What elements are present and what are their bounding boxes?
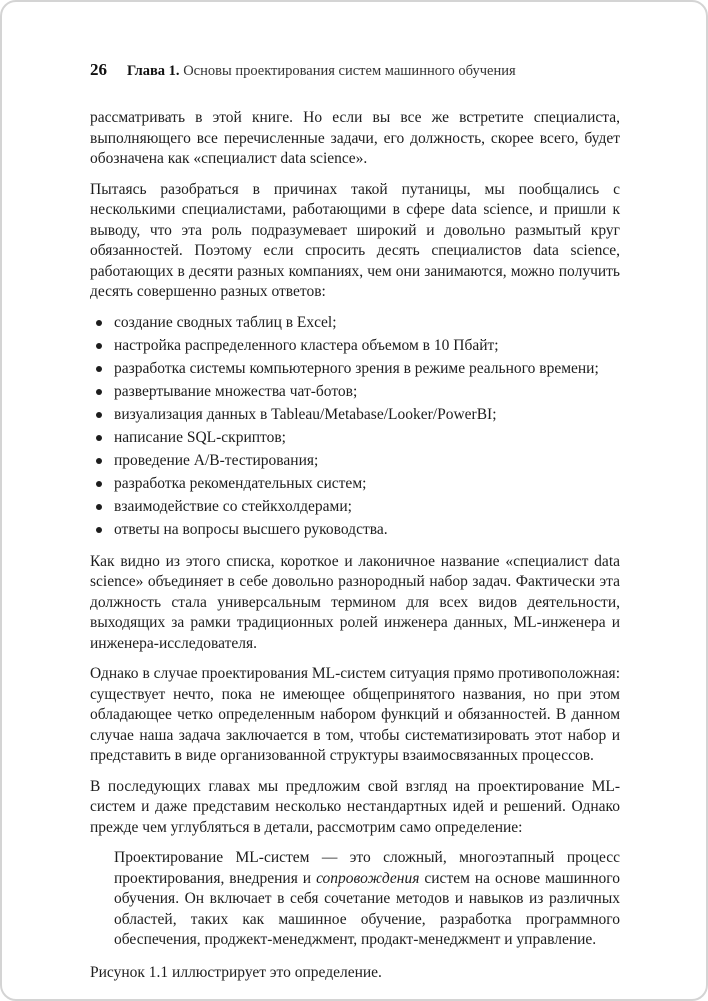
list-item bbox=[96, 497, 620, 517]
list-item bbox=[96, 428, 620, 448]
list-item bbox=[96, 474, 620, 494]
paragraph-summary: Как видно из этого списка, короткое и лаконичное название «специалист data science» объединяет в себе довольно разнородный набор задач. Фактически эта должность стала универсальным термином для всех видов деятельности, выходящих за рамки традиционных ролей инженера данных, ML-инженера и инженера-исследователя. bbox=[90, 552, 620, 652]
bullet-icon bbox=[96, 366, 102, 372]
list-item bbox=[96, 405, 620, 425]
paragraph-contrast: Однако в случае проектирования ML-систем ситуация прямо противоположная: существует нечто, пока не имеющее общепринятого названия, но при этом обладающее четко определенным набором функций и обязанностей. В данном случае наша задача заключается в том, чтобы систематизировать этот набор и представить в виде организованной структуры взаимосвязанных процессов. bbox=[90, 665, 620, 764]
page-body bbox=[90, 108, 620, 983]
paragraph-intro: Пытаясь разобраться в причинах такой путаницы, мы пообщались с несколькими специалистами, работающими в сфере data science, и пришли к выводу, что эта роль подразумевает широкий и довольно размытый круг обязанностей. Поэтому если спросить десять специалистов data science, работающих в десяти разных компаниях, чем они занимаются, можно получить десять совершенно разных ответов: bbox=[90, 180, 620, 300]
definition-text-part1: Проектирование ML-систем — это сложный, многоэтапный процесс проектирования, внедрения и bbox=[114, 849, 620, 887]
paragraph-preview: В последующих главах мы предложим свой взгляд на проектирование ML-систем и даже представим несколько нестандартных идей и решений. Однако прежде чем углубляться в детали, рассмотрим само определение: bbox=[90, 777, 620, 836]
bullet-icon bbox=[96, 412, 102, 418]
bullet-icon bbox=[96, 320, 102, 326]
page-header bbox=[90, 60, 620, 80]
definition-text-italic: сопровождения bbox=[316, 869, 420, 887]
list-item-text: взаимодействие со стейкхолдерами; bbox=[114, 497, 352, 515]
paragraph-continuation: рассматривать в этой книге. Но если вы все же встретите специалиста, выполняющего все перечисленные задачи, его должность, скорее всего, будет обозначена как «специалист data science». bbox=[90, 109, 620, 167]
definition-block bbox=[114, 848, 620, 951]
list-item-text: развертывание множества чат-ботов; bbox=[114, 382, 358, 400]
bullet-list bbox=[96, 313, 620, 540]
list-item bbox=[96, 336, 620, 356]
list-item bbox=[96, 313, 620, 333]
list-item-text: разработка рекомендательных систем; bbox=[114, 474, 367, 492]
bullet-icon bbox=[96, 458, 102, 464]
chapter-heading bbox=[127, 63, 516, 80]
list-item-text: визуализация данных в Tableau/Metabase/Looker/PowerBI; bbox=[114, 405, 497, 423]
list-item bbox=[96, 382, 620, 402]
list-item-text: разработка системы компьютерного зрения в режиме реального времени; bbox=[114, 359, 599, 377]
bullet-icon bbox=[96, 504, 102, 510]
list-item bbox=[96, 359, 620, 379]
list-item bbox=[96, 520, 620, 540]
bullet-icon bbox=[96, 481, 102, 487]
list-item-text: проведение A/B-тестирования; bbox=[114, 451, 319, 469]
chapter-title: Основы проектирования систем машинного обучения bbox=[183, 63, 516, 79]
bullet-icon bbox=[96, 343, 102, 349]
list-item-text: ответы на вопросы высшего руководства. bbox=[114, 520, 388, 538]
list-item bbox=[96, 451, 620, 471]
bullet-icon bbox=[96, 527, 102, 533]
list-item-text: написание SQL-скриптов; bbox=[114, 428, 286, 446]
bullet-icon bbox=[96, 389, 102, 395]
bullet-icon bbox=[96, 435, 102, 441]
page-number: 26 bbox=[90, 60, 107, 79]
list-item-text: создание сводных таблиц в Excel; bbox=[114, 313, 337, 331]
chapter-label: Глава 1. bbox=[127, 63, 180, 79]
list-item-text: настройка распределенного кластера объемом в 10 Пбайт; bbox=[114, 336, 499, 354]
definition-text-part2: систем на основе машинного обучения. Он включает в себя сочетание методов и навыков из различных областей, таких как машинное обучение, разработка программного обеспечения, проджект-менеджмент, продакт-менеджмент и управление. bbox=[114, 869, 621, 948]
paragraph-figure-reference: Рисунок 1.1 иллюстрирует это определение. bbox=[90, 963, 382, 981]
